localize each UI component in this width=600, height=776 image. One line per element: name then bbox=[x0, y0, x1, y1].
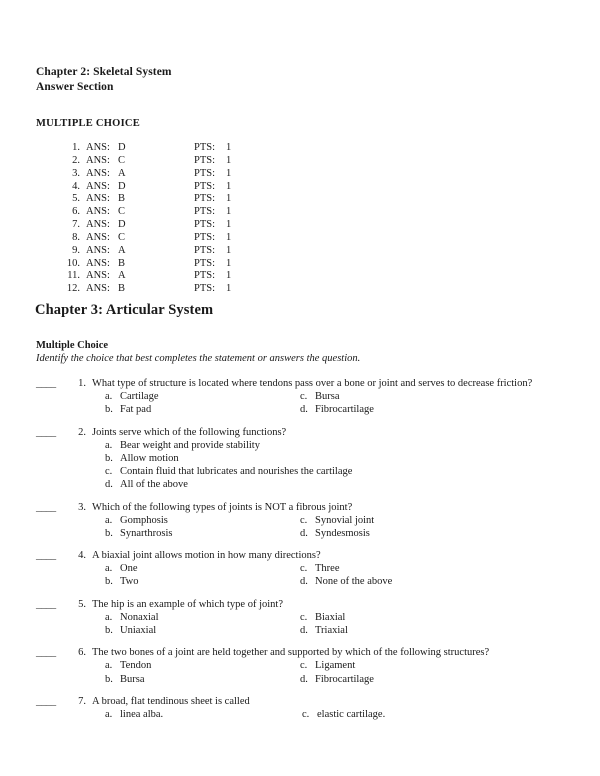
option-text: Gomphosis bbox=[120, 514, 168, 526]
answer-key-pts-label: PTS: bbox=[194, 219, 216, 231]
answer-key-ans-label: ANS: bbox=[86, 244, 110, 256]
answer-key-number: 12. bbox=[66, 283, 80, 295]
answer-key-row bbox=[60, 219, 231, 232]
option-letter: a. bbox=[105, 660, 113, 672]
answer-key-ans-value: C bbox=[118, 231, 126, 243]
answer-key-pts-label: PTS: bbox=[194, 154, 216, 166]
option-group bbox=[0, 515, 600, 541]
option-text: Biaxial bbox=[315, 611, 346, 623]
question-item bbox=[0, 696, 600, 722]
answer-key-table bbox=[60, 142, 231, 296]
answer-key-pts-label: PTS: bbox=[194, 270, 216, 282]
answer-key-ans-label: ANS: bbox=[86, 167, 110, 179]
question-stem-row bbox=[0, 427, 600, 440]
option-letter: b. bbox=[105, 452, 113, 464]
option-group bbox=[0, 391, 600, 417]
option-item[interactable] bbox=[302, 709, 385, 720]
option-row bbox=[0, 479, 600, 492]
option-row bbox=[0, 660, 600, 673]
option-letter: b. bbox=[105, 576, 113, 588]
option-text: Fibrocartilage bbox=[315, 673, 374, 685]
option-letter: c. bbox=[300, 563, 308, 575]
answer-key-pts-value: 1 bbox=[226, 167, 232, 179]
option-letter: d. bbox=[300, 625, 308, 636]
question-text: The two bones of a joint are held together and supported by which of the following structures? bbox=[92, 647, 490, 659]
option-text: Cartilage bbox=[120, 391, 159, 403]
option-letter: d. bbox=[300, 576, 308, 588]
option-item[interactable] bbox=[105, 404, 151, 415]
answer-key-number: 8. bbox=[72, 231, 80, 243]
option-item[interactable] bbox=[300, 563, 339, 574]
option-text: linea alba. bbox=[120, 708, 164, 720]
option-text: Synarthrosis bbox=[120, 527, 173, 539]
answer-key-row bbox=[60, 270, 231, 283]
option-letter: d. bbox=[300, 673, 308, 685]
option-row bbox=[0, 563, 600, 576]
answer-key-ans-value: B bbox=[118, 193, 126, 205]
question-number: 4. bbox=[78, 550, 86, 562]
answer-key-row bbox=[60, 168, 231, 181]
answer-key-ans-label: ANS: bbox=[86, 257, 110, 269]
answer-key-number: 10. bbox=[66, 257, 80, 269]
question-item bbox=[0, 378, 600, 418]
option-row bbox=[0, 625, 600, 638]
question-text: What type of structure is located where tendons pass over a bone or joint and serves to decrease friction? bbox=[92, 378, 533, 389]
option-text: Bursa bbox=[315, 391, 340, 403]
option-letter: c. bbox=[300, 660, 308, 672]
answer-key-ans-value: B bbox=[118, 283, 126, 295]
question-number: 3. bbox=[78, 501, 86, 513]
option-row bbox=[0, 404, 600, 417]
answer-blank-field[interactable]: ____ bbox=[36, 598, 56, 610]
option-letter: c. bbox=[105, 466, 113, 478]
option-letter: b. bbox=[105, 625, 113, 636]
option-group bbox=[0, 440, 600, 493]
question-stem-row bbox=[0, 502, 600, 515]
option-text: Uniaxial bbox=[120, 625, 157, 636]
chapter2-title: Chapter 2: Skeletal System bbox=[36, 66, 172, 78]
answer-key-pts-value: 1 bbox=[226, 257, 232, 269]
chapter2-heading bbox=[36, 65, 172, 94]
option-item[interactable] bbox=[300, 576, 392, 587]
question-text: A broad, flat tendinous sheet is called bbox=[92, 695, 250, 707]
option-item[interactable] bbox=[105, 563, 138, 574]
option-text: Ligament bbox=[315, 660, 356, 672]
answer-key-ans-value: A bbox=[118, 167, 126, 179]
option-letter: c. bbox=[302, 708, 310, 720]
answer-key-number: 2. bbox=[72, 154, 80, 166]
option-letter: b. bbox=[105, 404, 113, 416]
answer-key-ans-label: ANS: bbox=[86, 142, 110, 153]
answer-key-number: 5. bbox=[72, 193, 80, 205]
question-item bbox=[0, 599, 600, 639]
question-number: 1. bbox=[78, 378, 86, 389]
option-item[interactable] bbox=[105, 674, 145, 685]
answer-key-pts-label: PTS: bbox=[194, 257, 216, 269]
option-row bbox=[0, 440, 600, 453]
option-text: Contain fluid that lubricates and nourishes the cartilage bbox=[120, 466, 353, 478]
option-text: Syndesmosis bbox=[315, 527, 370, 539]
question-stem-row bbox=[0, 599, 600, 612]
question-item bbox=[0, 647, 600, 687]
answer-key-row bbox=[60, 181, 231, 194]
option-row bbox=[0, 709, 600, 722]
answer-key-ans-label: ANS: bbox=[86, 231, 110, 243]
question-text: Which of the following types of joints is NOT a fibrous joint? bbox=[92, 501, 353, 513]
answer-key-ans-value: C bbox=[118, 154, 126, 166]
option-letter: a. bbox=[105, 439, 113, 451]
answer-key-pts-label: PTS: bbox=[194, 244, 216, 256]
question-number: 7. bbox=[78, 695, 86, 707]
answer-key-pts-label: PTS: bbox=[194, 142, 216, 153]
answer-key-row bbox=[60, 245, 231, 258]
answer-blank-field[interactable]: ____ bbox=[36, 647, 56, 659]
option-text: Bear weight and provide stability bbox=[120, 439, 260, 451]
option-item[interactable] bbox=[105, 625, 156, 636]
option-item[interactable] bbox=[300, 674, 374, 685]
option-item[interactable] bbox=[105, 576, 139, 587]
answer-key-number: 11. bbox=[67, 270, 80, 282]
question-list bbox=[0, 378, 600, 731]
answer-key-number: 7. bbox=[72, 219, 80, 231]
answer-key-pts-value: 1 bbox=[226, 142, 232, 153]
option-text: Tendon bbox=[120, 660, 152, 672]
chapter2-section-label: MULTIPLE CHOICE bbox=[36, 118, 141, 129]
option-item[interactable] bbox=[105, 479, 188, 490]
option-letter: a. bbox=[105, 514, 113, 526]
answer-key-ans-label: ANS: bbox=[86, 154, 110, 166]
option-group bbox=[0, 660, 600, 686]
option-text: One bbox=[120, 563, 138, 575]
question-text: Joints serve which of the following functions? bbox=[92, 426, 287, 438]
answer-key-ans-value: A bbox=[118, 270, 126, 282]
option-text: None of the above bbox=[315, 576, 393, 588]
question-stem-row bbox=[0, 647, 600, 660]
answer-key-pts-value: 1 bbox=[226, 283, 232, 295]
answer-key-pts-value: 1 bbox=[226, 154, 232, 166]
option-item[interactable] bbox=[105, 440, 260, 451]
option-group bbox=[0, 563, 600, 589]
answer-blank-field[interactable]: ____ bbox=[36, 426, 56, 438]
answer-key-row bbox=[60, 142, 231, 155]
option-letter: d. bbox=[300, 527, 308, 539]
answer-key-ans-value: D bbox=[118, 219, 126, 231]
answer-key-ans-value: D bbox=[118, 180, 126, 192]
answer-key-ans-label: ANS: bbox=[86, 193, 110, 205]
option-letter: b. bbox=[105, 673, 113, 685]
option-letter: a. bbox=[105, 563, 113, 575]
chapter3-section-label: Multiple Choice bbox=[36, 340, 109, 351]
option-item[interactable] bbox=[105, 612, 159, 623]
answer-key-ans-value: A bbox=[118, 244, 126, 256]
option-letter: c. bbox=[300, 391, 308, 403]
option-text: Triaxial bbox=[315, 625, 348, 636]
question-text: The hip is an example of which type of joint? bbox=[92, 598, 283, 610]
question-item bbox=[0, 502, 600, 542]
option-row bbox=[0, 515, 600, 528]
option-item[interactable] bbox=[105, 528, 173, 539]
answer-key-row bbox=[60, 155, 231, 168]
answer-key-ans-label: ANS: bbox=[86, 283, 110, 295]
answer-key-pts-value: 1 bbox=[226, 193, 232, 205]
answer-key-ans-label: ANS: bbox=[86, 219, 110, 231]
answer-key-ans-value: C bbox=[118, 206, 126, 218]
answer-key-row bbox=[60, 283, 231, 296]
option-text: Three bbox=[315, 563, 340, 575]
answer-key-pts-label: PTS: bbox=[194, 283, 216, 295]
answer-key-pts-label: PTS: bbox=[194, 180, 216, 192]
answer-blank-field[interactable]: ____ bbox=[36, 378, 56, 389]
option-row bbox=[0, 612, 600, 625]
option-letter: a. bbox=[105, 391, 113, 403]
answer-key-pts-value: 1 bbox=[226, 270, 232, 282]
question-stem-row bbox=[0, 378, 600, 391]
option-text: Two bbox=[120, 576, 139, 588]
answer-key-pts-value: 1 bbox=[226, 231, 232, 243]
answer-key-pts-label: PTS: bbox=[194, 206, 216, 218]
option-item[interactable] bbox=[300, 612, 345, 623]
chapter2-subtitle: Answer Section bbox=[36, 80, 114, 93]
option-letter: d. bbox=[105, 479, 113, 491]
option-letter: d. bbox=[300, 404, 308, 416]
answer-key-pts-value: 1 bbox=[226, 244, 232, 256]
question-number: 2. bbox=[78, 426, 86, 438]
option-letter: c. bbox=[300, 514, 308, 526]
chapter3-title: Chapter 3: Articular System bbox=[35, 302, 214, 318]
option-item[interactable] bbox=[300, 391, 340, 402]
answer-key-number: 3. bbox=[72, 167, 80, 179]
option-text: Fat pad bbox=[120, 404, 152, 416]
option-text: Fibrocartilage bbox=[315, 404, 374, 416]
answer-key-pts-label: PTS: bbox=[194, 167, 216, 179]
option-item[interactable] bbox=[300, 660, 355, 671]
question-stem-row bbox=[0, 696, 600, 709]
option-group bbox=[0, 709, 600, 722]
option-text: elastic cartilage. bbox=[317, 708, 386, 720]
option-item[interactable] bbox=[300, 515, 374, 526]
question-stem-row bbox=[0, 550, 600, 563]
answer-key-pts-value: 1 bbox=[226, 206, 232, 218]
option-item[interactable] bbox=[105, 709, 163, 720]
option-letter: a. bbox=[105, 708, 113, 720]
answer-blank-field[interactable]: ____ bbox=[36, 550, 56, 562]
answer-key-row bbox=[60, 258, 231, 271]
option-item[interactable] bbox=[105, 453, 179, 464]
answer-key-row bbox=[60, 206, 231, 219]
option-letter: b. bbox=[105, 527, 113, 539]
question-number: 6. bbox=[78, 647, 86, 659]
answer-key-ans-label: ANS: bbox=[86, 206, 110, 218]
answer-key-ans-value: B bbox=[118, 257, 126, 269]
option-item[interactable] bbox=[105, 466, 352, 477]
option-letter: c. bbox=[300, 611, 308, 623]
answer-key-number: 1. bbox=[72, 142, 80, 153]
option-row bbox=[0, 576, 600, 589]
option-row bbox=[0, 528, 600, 541]
answer-key-ans-label: ANS: bbox=[86, 270, 110, 282]
option-row bbox=[0, 453, 600, 466]
answer-key-pts-value: 1 bbox=[226, 219, 232, 231]
option-row bbox=[0, 391, 600, 404]
question-item bbox=[0, 550, 600, 590]
answer-key-number: 4. bbox=[72, 180, 80, 192]
answer-key-pts-label: PTS: bbox=[194, 231, 216, 243]
option-item[interactable] bbox=[105, 515, 168, 526]
option-item[interactable] bbox=[105, 391, 158, 402]
answer-key-pts-label: PTS: bbox=[194, 193, 216, 205]
answer-blank-field[interactable]: ____ bbox=[36, 695, 56, 707]
option-text: Nonaxial bbox=[120, 611, 159, 623]
option-item[interactable] bbox=[300, 625, 348, 636]
option-letter: a. bbox=[105, 611, 113, 623]
answer-key-row bbox=[60, 193, 231, 206]
option-row bbox=[0, 674, 600, 687]
question-text: A biaxial joint allows motion in how many directions? bbox=[92, 550, 321, 562]
option-text: Synovial joint bbox=[315, 514, 375, 526]
answer-key-pts-value: 1 bbox=[226, 180, 232, 192]
answer-key-row bbox=[60, 232, 231, 245]
option-item[interactable] bbox=[300, 528, 370, 539]
option-text: Bursa bbox=[120, 673, 145, 685]
option-item[interactable] bbox=[300, 404, 374, 415]
answer-key-number: 9. bbox=[72, 244, 80, 256]
chapter3-instruction: Identify the choice that best completes the statement or answers the question. bbox=[36, 353, 361, 364]
option-group bbox=[0, 612, 600, 638]
answer-key-ans-label: ANS: bbox=[86, 180, 110, 192]
option-item[interactable] bbox=[105, 660, 151, 671]
answer-blank-field[interactable]: ____ bbox=[36, 501, 56, 513]
answer-key-number: 6. bbox=[72, 206, 80, 218]
answer-key-ans-value: D bbox=[118, 142, 126, 153]
option-text: Allow motion bbox=[120, 452, 179, 464]
option-row bbox=[0, 466, 600, 479]
option-text: All of the above bbox=[120, 479, 188, 491]
question-number: 5. bbox=[78, 598, 86, 610]
question-item bbox=[0, 427, 600, 493]
